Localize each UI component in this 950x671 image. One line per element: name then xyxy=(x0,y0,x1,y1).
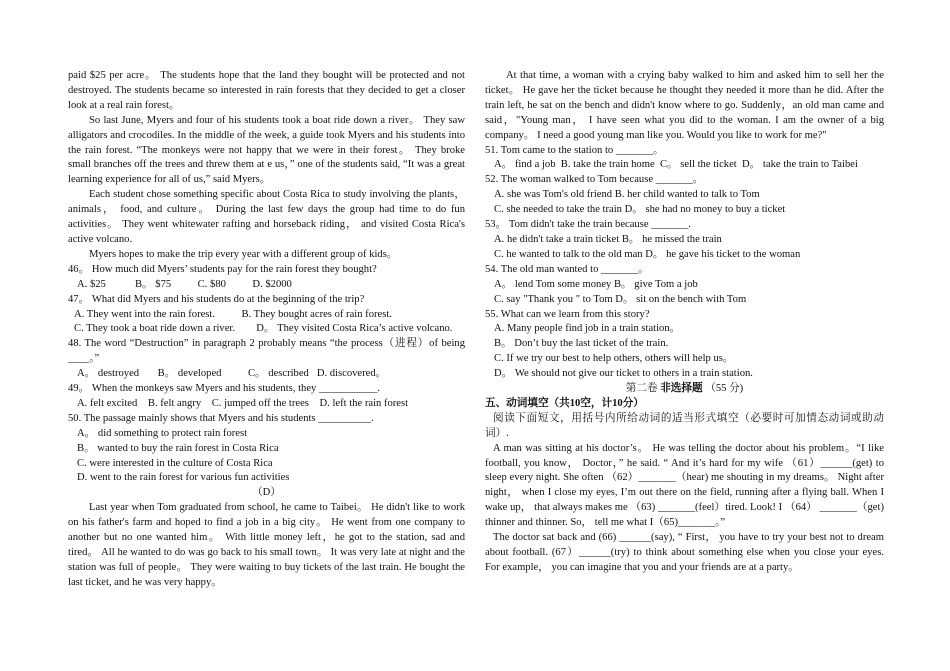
question-55-option-a: A. Many people find job in a train station。 xyxy=(494,323,681,335)
option: C. They took a boat ride down a river. xyxy=(74,323,236,335)
part-two-title: 非选择题 xyxy=(660,383,703,395)
option: A。 find a job xyxy=(494,159,556,171)
question-51: 51. Tom came to the station to _______。 xyxy=(485,144,664,156)
question-46-options xyxy=(68,278,465,293)
question-52: 52. The woman walked to Tom because _______。 xyxy=(485,174,704,186)
option: A. felt excited xyxy=(77,397,138,409)
cloze-paragraph-2: The doctor sat back and (66) ______(say), “ First， you have to try your best not to dream about football. (67）______(try) to think about something else when you close your eyes. For example， you can imagine that you and your friends are at a party。 xyxy=(485,532,884,573)
part-two-score: （55 分) xyxy=(702,383,744,395)
option: D. $2000 xyxy=(252,278,292,290)
option: B。 $75 xyxy=(134,278,172,290)
right-column xyxy=(485,69,884,576)
option: B。 developed xyxy=(157,368,222,380)
passage-c-paragraph-4: Myers hopes to make the trip every year with a different group of kids。 xyxy=(89,248,398,260)
question-47-options-cd xyxy=(68,322,465,337)
question-52-options-ab: A. she was Tom's old friend B. her child wanted to talk to Tom xyxy=(494,189,760,201)
question-55-option-c: C. If we try our best to help others, others will help us。 xyxy=(494,353,734,365)
question-47: 47。 What did Myers and his students do at the beginning of the trip? xyxy=(68,293,365,305)
section-5-instructions: 阅读下面短文，用括号内所给动词的适当形式填空（必要时可加情态动词或助动词）. xyxy=(485,412,884,439)
question-55: 55. What can we learn from this story? xyxy=(485,308,650,320)
part-two-label: 第二卷 xyxy=(625,383,661,395)
question-48-options xyxy=(68,367,465,382)
question-50-option-b: B。 wanted to buy the rain forest in Costa Rica xyxy=(77,442,279,454)
passage-d-paragraph-2: At that time, a woman with a crying baby walked to him and asked him to sell her the ticket。 He gave her the ticket because he thought they needed it more than he did. After the train left, he sat on the bench and didn't know where to go. Suddenly，an old man came and said，"Young man， I have seen what you did to the woman. I am the owner of a big company。 I need a good young man like you. Would you like to work for me?" xyxy=(485,70,884,141)
question-47-options-ab xyxy=(68,308,465,323)
option: D. left the rain forest xyxy=(319,397,409,409)
passage-c-paragraph-3: Each student chose something specific about Costa Rica to study involving the plants， animals， food, and culture。 During the last few days the group had time to do fun activities。 They went whitewater rafting and horseback riding， and visited Costa Rica's active volcano. xyxy=(68,189,465,245)
question-54-options-cd: C. say "Thank you " to Tom D。 sit on the bench with Tom xyxy=(494,293,747,305)
question-48: 48. The word “Destruction” in paragraph 2 probably means “the process（进程）of being ____。” xyxy=(68,338,465,365)
passage-c-paragraph-2: So last June, Myers and four of his students took a boat ride down a river。 They saw alligators and crocodiles. In the middle of the week, a guide took Myers and his students into the rain forest. “The monkeys were not happy that we were in their forest。 They broke small branches off the trees and threw them at e us，” one of the students said, “It was a great learning experience for all of us,” said Myers。 xyxy=(68,114,465,186)
question-50-option-c: C. were interested in the culture of Costa Rica xyxy=(77,457,273,469)
question-49-options xyxy=(68,397,465,412)
question-55-option-d: D。 We should not give our ticket to others in a train station. xyxy=(494,368,753,380)
cloze-paragraph-1: A man was sitting at his doctor’s。 He was telling the doctor about his problem。“I like football, you know， Doctor，” he said. “ And it’s hard for my wife （61）______(get) to sleep every night. She often （62）_______（hear) me shouting in my dreams。 Night after night， when I close my eyes, I’m out there on the field, running after a flying ball. When I wake up， that always makes me （63) _______(feel）tired. Look! I （64） _______（get) thinner and thinner. So， tell me what I（65)_______。” xyxy=(485,442,884,529)
question-53-options-ab: A. he didn't take a train ticket B。 he missed the train xyxy=(494,233,722,245)
question-52-options-cd: C. she needed to take the train D。 she had no money to buy a ticket xyxy=(494,204,786,216)
option: B. felt angry xyxy=(147,397,202,409)
option: D。 They visited Costa Rica’s active volcano. xyxy=(256,323,453,335)
option: A。 destroyed xyxy=(77,368,140,380)
question-50-option-a: A。 did something to protect rain forest xyxy=(77,427,248,439)
option: C. $80 xyxy=(197,278,226,290)
question-54-options-ab: A。 lend Tom some money B。 give Tom a job xyxy=(494,278,698,290)
section-5-heading: 五、动词填空（共10空，计10分） xyxy=(485,397,644,409)
question-50: 50. The passage mainly shows that Myers and his students __________. xyxy=(68,412,374,424)
question-54: 54. The old man wanted to _______。 xyxy=(485,263,649,275)
question-50-option-d: D. went to the rain forest for various fun activities xyxy=(77,472,290,484)
passage-c-paragraph-1: paid $25 per acre。 The students hope that the land they bought will be protected and not destroyed. The students became so interested in rain forests that they decided to get a closer look at a real rain forest。 xyxy=(68,70,465,111)
question-46: 46。 How much did Myers’ students pay for the rain forest they bought? xyxy=(68,263,377,275)
option: A. They went into the rain forest. xyxy=(74,308,216,320)
left-column xyxy=(68,69,465,591)
option: C。 sell the ticket xyxy=(659,159,737,171)
option: A. $25 xyxy=(77,278,106,290)
option: D。 take the train to Taibei xyxy=(742,159,858,171)
passage-d-paragraph-1: Last year when Tom graduated from school, he came to Taibei。 He didn't like to work on his father's farm and hoped to find a job in a big city。 He went from one company to another but no one wanted him。 With little money left，he got to the station, sad and tired。 All he wanted to do was go back to his small town。 It was very late at night and the station was full of people。 They were waiting to buy tickets of the last train. He bought the last ticket, and he was very happy。 xyxy=(68,502,465,588)
question-49: 49。 When the monkeys saw Myers and his students, they ___________. xyxy=(68,383,380,395)
question-53: 53。 Tom didn't take the train because _______. xyxy=(485,219,691,231)
option: B. take the train home xyxy=(560,159,655,171)
option: C. jumped off the trees xyxy=(211,397,309,409)
section-d-heading: （D） xyxy=(252,487,281,499)
question-53-options-cd: C. he wanted to talk to the old man D。 he gave his ticket to the woman xyxy=(494,248,801,260)
question-55-option-b: B。 Don’t buy the last ticket of the train. xyxy=(494,338,669,350)
option: B. They bought acres of rain forest. xyxy=(241,308,392,320)
part-two-heading xyxy=(485,382,884,397)
option: D. discovered。 xyxy=(316,368,387,380)
option: C。 described xyxy=(247,368,309,380)
question-51-options xyxy=(485,158,884,173)
